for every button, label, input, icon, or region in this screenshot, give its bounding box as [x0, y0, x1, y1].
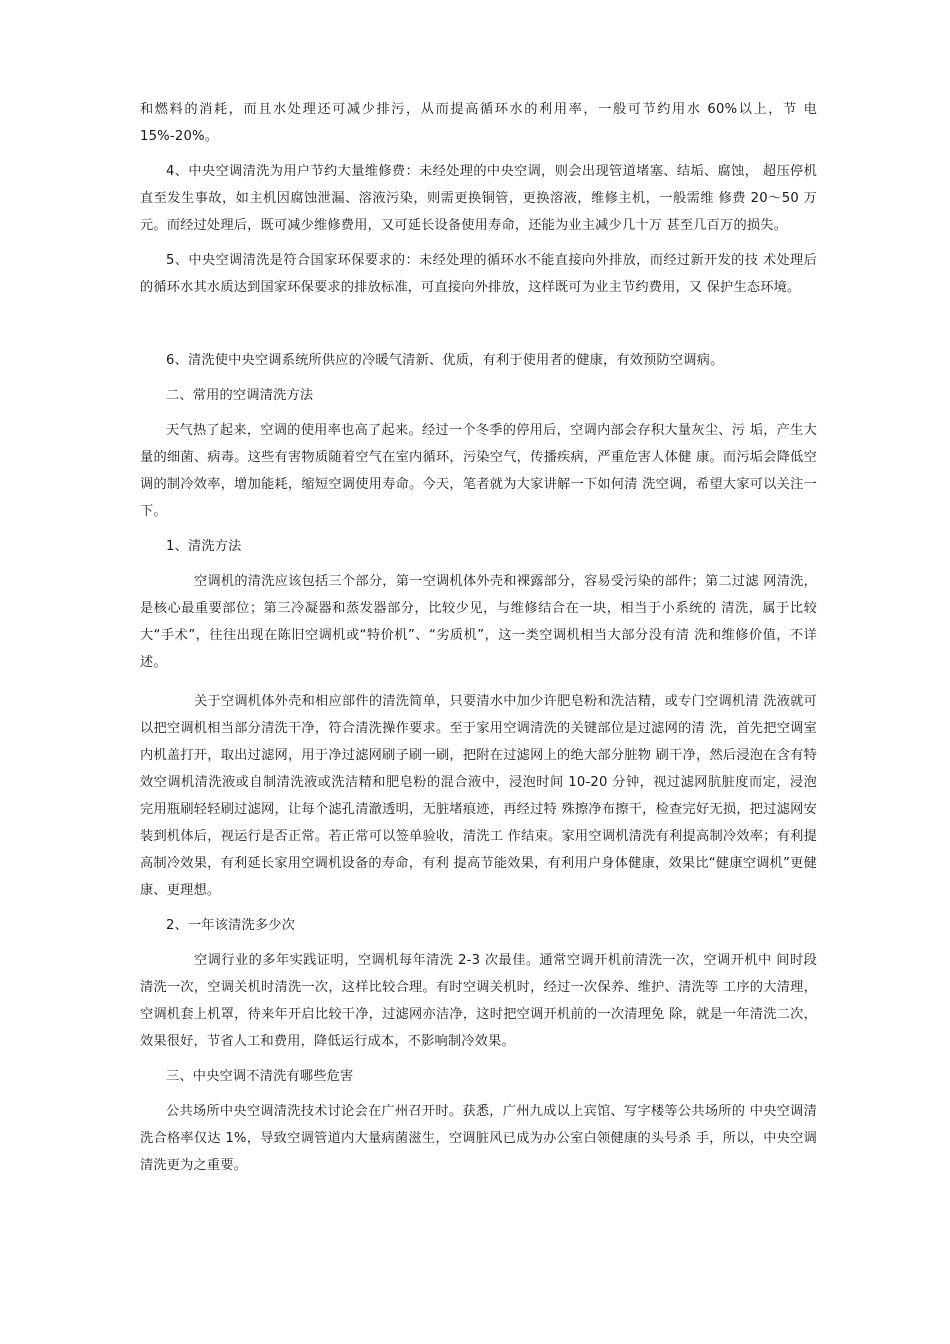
section-heading-methods: 二、常用的空调清洗方法 [166, 388, 314, 403]
document-page [140, 96, 817, 1179]
paragraph-frequency: 空调行业的多年实践证明，空调机每年清洗 2-3 次最佳。通常空调开机前清洗一次，空调开机中 间时段清洗一次，空调关机时清洗一次，这样比较合理。有时空调关机时，经过一次保养、维护、清洗等 工序的大清理，空调机套上机罩，待来年开启比较干净，过滤网亦洁净，这时把空调开机前的一次清理免 除，就是一年清洗二次，效果很好，节省人工和费用，降低运行成本，不影响制冷效果。 [140, 953, 817, 1049]
paragraph-water-saving-cont: 和燃料的消耗，而且水处理还可减少排污，从而提高循环水的利用率，一般可节约用水 60%以上，节 电 15%-20%。 [140, 102, 817, 144]
paragraph-hazards: 公共场所中央空调清洗技术讨论会在广州召开时。获悉，广州九成以上宾馆、写字楼等公共场所的 中央空调清洗合格率仅达 1%，导致空调管道内大量病菌滋生，空调脏风已成为办公室白领健康的头号杀 手，所以，中央空调清洗更为之重要。 [140, 1104, 817, 1173]
paragraph-point-5: 5、中央空调清洗是符合国家环保要求的：未经处理的循环水不能直接向外排放，而经过新开发的技 术处理后的循环水其水质达到国家环保要求的排放标准，可直接向外排放，这样既可为业主节约费用，又 保护生态环境。 [140, 253, 817, 295]
paragraph-point-4: 4、中央空调清洗为用户节约大量维修费：未经处理的中央空调，则会出现管道堵塞、结垢、腐蚀， 超压停机直至发生事故，如主机因腐蚀泄漏、溶液污染，则需更换铜管，更换溶液，维修主机，一般需维 修费 20～50 万元。而经过处理后，既可减少维修费用，又可延长设备使用寿命，还能为业主减少几十万 甚至几百万的损失。 [140, 164, 817, 233]
section-heading-hazards: 三、中央空调不清洗有哪些危害 [166, 1069, 354, 1084]
subheading-cleaning-method: 1、清洗方法 [166, 539, 242, 554]
subheading-frequency: 2、一年该清洗多少次 [166, 918, 296, 933]
paragraph-intro: 天气热了起来，空调的使用率也高了起来。经过一个冬季的停用后，空调内部会存积大量灰尘、污 垢，产生大量的细菌、病毒。这些有害物质随着空气在室内循环，污染空气，传播疾病，严重危害人体健 康。而污垢会降低空调的制冷效率，增加能耗，缩短空调使用寿命。今天，笔者就为大家讲解一下如何清 洗空调，希望大家可以关注一下。 [140, 423, 817, 519]
paragraph-point-6: 6、清洗使中央空调系统所供应的冷暖气清新、优质，有利于使用者的健康，有效预防空调病。 [166, 353, 724, 368]
paragraph-three-parts: 空调机的清洗应该包括三个部分，第一空调机体外壳和裸露部分，容易受污染的部件；第二过滤 网清洗，是核心最重要部位；第三冷凝器和蒸发器部分，比较少见，与维修结合在一块，相当于小系统的 清洗，属于比较大“手术”，往往出现在陈旧空调机或“特价机”、“劣质机”，这一类空调机相当大部分没有清 洗和维修价值，不详述。 [140, 574, 817, 670]
paragraph-filter-cleaning: 关于空调机体外壳和相应部件的清洗简单，只要清水中加少许肥皂粉和洗洁精，或专门空调机清 洗液就可以把空调机相当部分清洗干净，符合清洗操作要求。至于家用空调清洗的关键部位是过滤网的清 洗，首先把空调室内机盖打开，取出过滤网，用于净过滤网刷子刷一刷，把附在过滤网上的绝大部分脏物 刷干净，然后浸泡在含有特效空调机清洗液或自制清洗液或洗洁精和肥皂粉的混合液中，浸泡时间 10-20 分钟，视过滤网肮脏度而定，浸泡完用瓶刷轻轻刷过滤网，让每个滤孔清澈透明，无脏堵痕迹，再经过特 殊擦净布擦干，检查完好无损，把过滤网安装到机体后，视运行是否正常。若正常可以签单验收，清洗工 作结束。家用空调机清洗有利提高制冷效率；有利提高制冷效果，有利延长家用空调机设备的寿命，有利 提高节能效果，有利用户身体健康，效果比“健康空调机”更健康、更理想。 [140, 694, 817, 898]
